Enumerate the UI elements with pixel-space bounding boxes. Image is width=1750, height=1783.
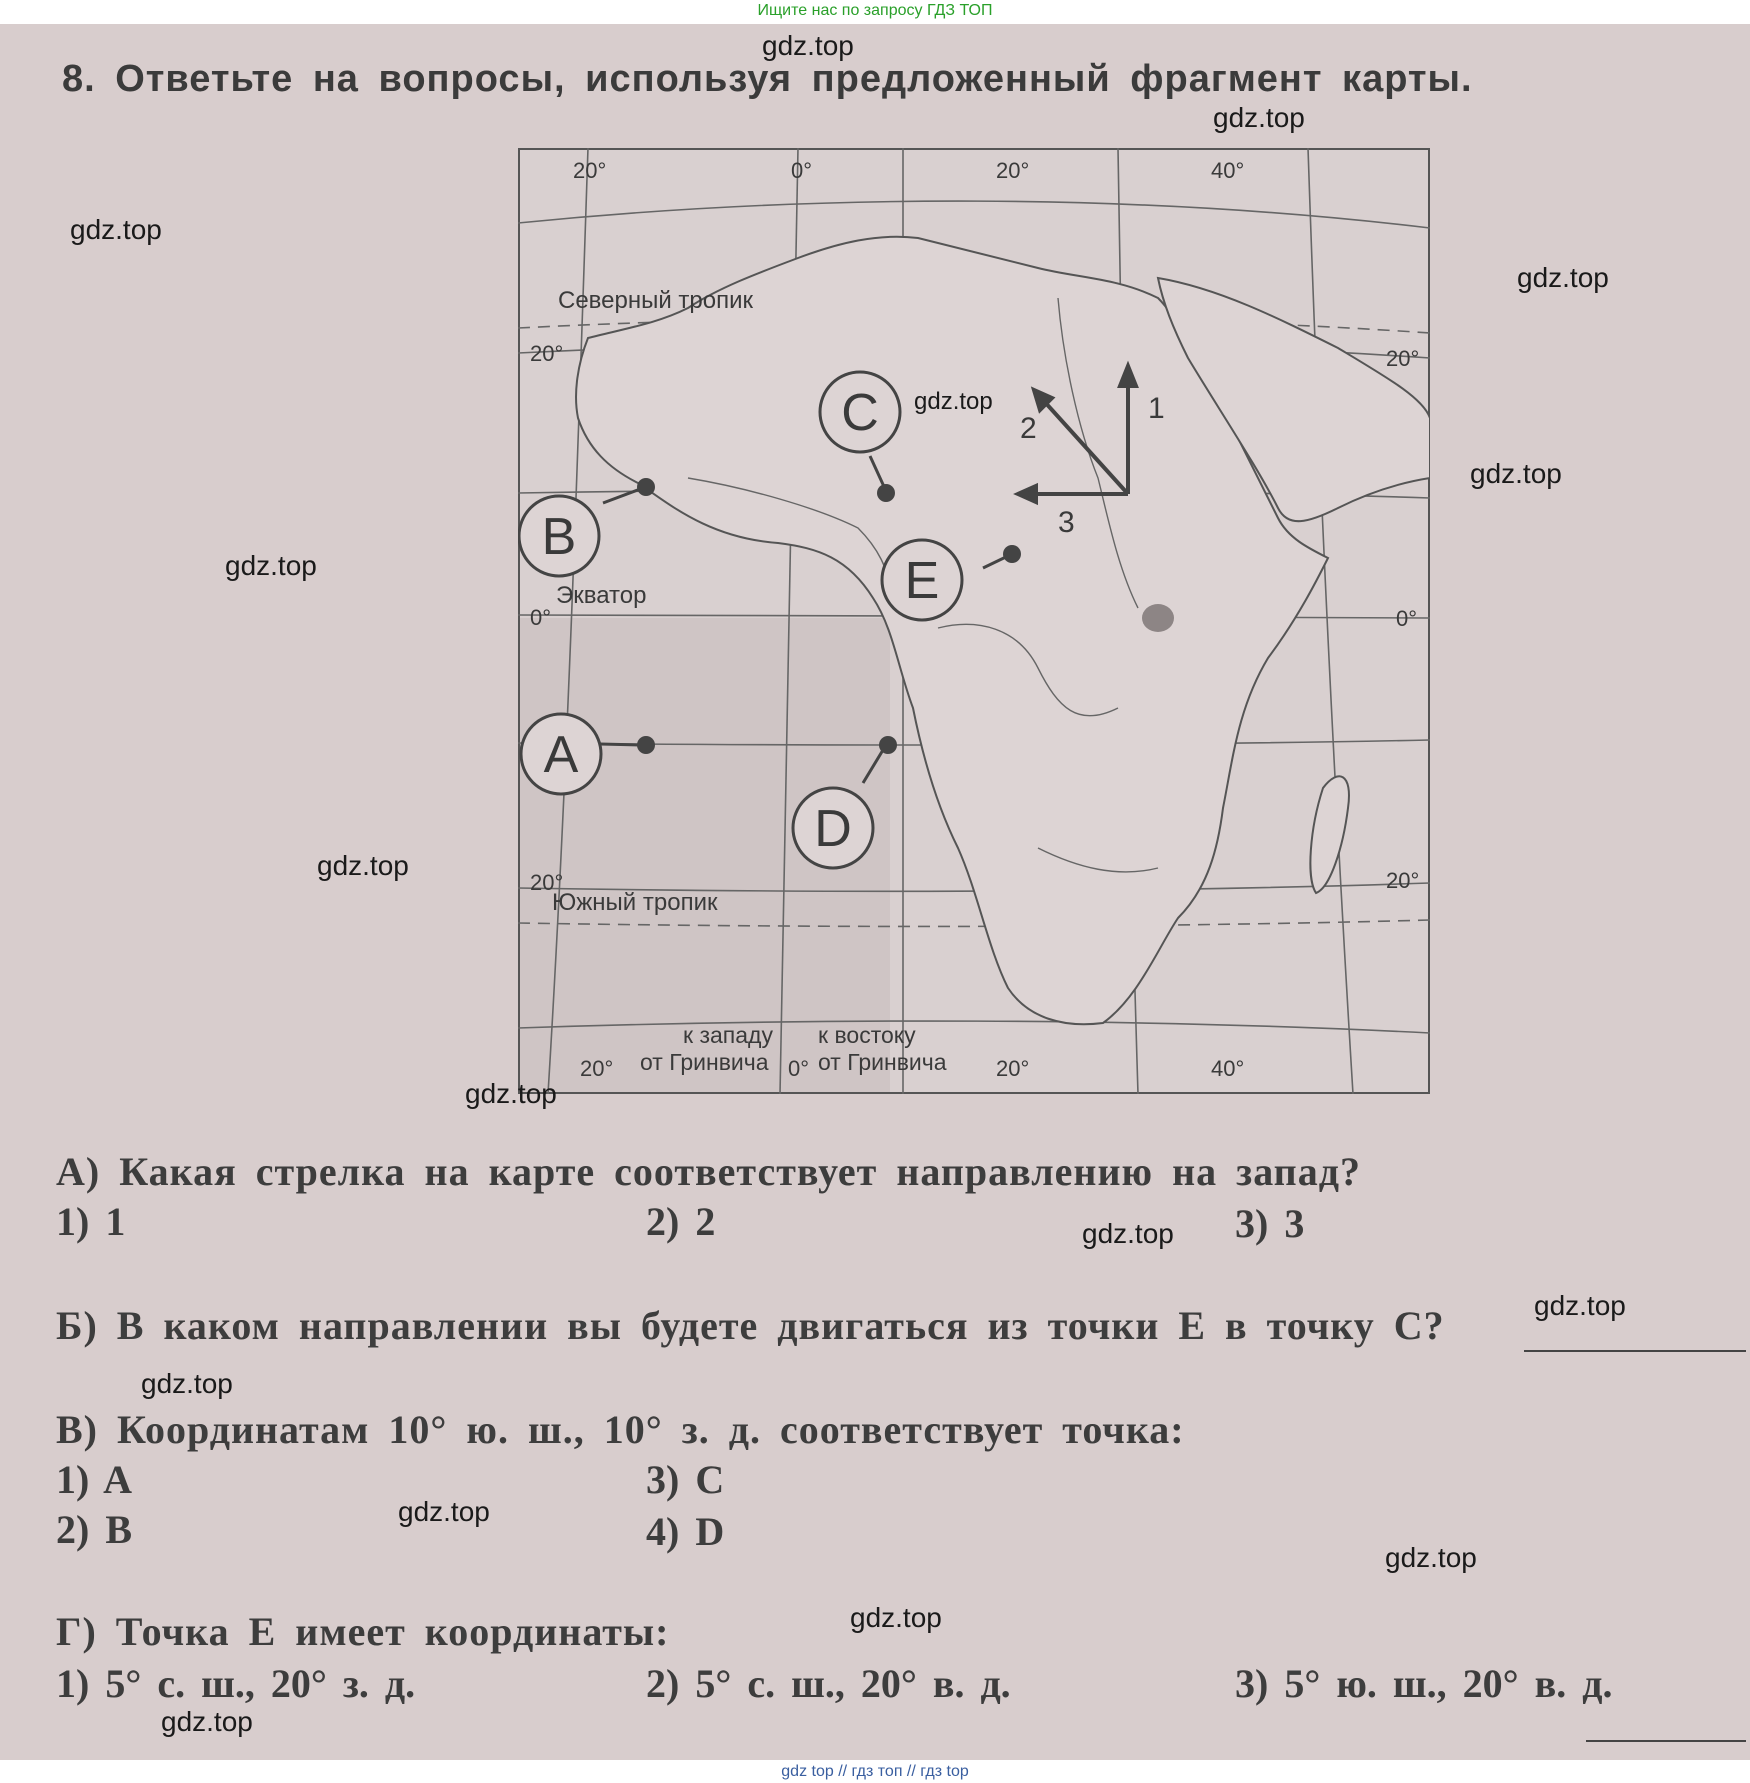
answer-b-line[interactable] bbox=[1524, 1350, 1746, 1352]
question-g: Г) Точка E имеет координаты: bbox=[56, 1609, 670, 1654]
lon-top-3: 20° bbox=[996, 158, 1030, 183]
point-d-dot bbox=[879, 736, 897, 754]
arrow-1-label: 1 bbox=[1148, 392, 1165, 425]
bottom-banner[interactable]: gdz top // гдз топ // гдз top bbox=[0, 1760, 1750, 1783]
lon-bottom-1: 20° bbox=[580, 1056, 614, 1081]
lat-right-2: 0° bbox=[1396, 606, 1418, 631]
lat-left-1: 20° bbox=[530, 341, 564, 366]
west-label-1: к западу bbox=[683, 1022, 773, 1048]
watermark: gdz.top bbox=[762, 30, 854, 61]
watermark: gdz.top bbox=[1213, 102, 1305, 133]
point-e-dot bbox=[1003, 545, 1021, 563]
lat-right-3: 20° bbox=[1386, 868, 1420, 893]
question-v-option-1[interactable]: 1) A bbox=[56, 1457, 132, 1502]
watermark: gdz.top bbox=[161, 1706, 253, 1737]
north-tropic-label: Северный тропик bbox=[558, 287, 754, 314]
watermark: gdz.top bbox=[70, 214, 162, 245]
question-a: А) Какая стрелка на карте соответствует направлению на запад? bbox=[56, 1149, 1361, 1194]
lake-victoria bbox=[1142, 604, 1174, 632]
question-a-option-3[interactable]: 3) 3 bbox=[1235, 1201, 1305, 1246]
lat-left-3: 20° bbox=[530, 870, 564, 895]
point-b-dot bbox=[637, 478, 655, 496]
lon-top-1: 20° bbox=[573, 158, 607, 183]
watermark: gdz.top bbox=[1534, 1290, 1626, 1321]
watermark: gdz.top bbox=[225, 550, 317, 581]
question-a-option-2[interactable]: 2) 2 bbox=[646, 1199, 716, 1244]
point-d-label: D bbox=[814, 800, 852, 858]
lat-left-2: 0° bbox=[530, 605, 552, 630]
watermark: gdz.top bbox=[914, 388, 993, 415]
lon-bottom-3: 20° bbox=[996, 1056, 1030, 1081]
question-v-option-4[interactable]: 4) D bbox=[646, 1509, 725, 1554]
watermark: gdz.top bbox=[398, 1496, 490, 1527]
point-a-label: A bbox=[543, 726, 579, 784]
arrow-2-label: 2 bbox=[1020, 412, 1037, 445]
top-banner[interactable]: Ищите нас по запросу ГДЗ ТОП bbox=[0, 0, 1750, 24]
lat-right-1: 20° bbox=[1386, 346, 1420, 371]
watermark: gdz.top bbox=[317, 850, 409, 881]
lon-bottom-4: 40° bbox=[1211, 1056, 1245, 1081]
lon-top-2: 0° bbox=[791, 158, 813, 183]
africa-map bbox=[518, 148, 1430, 1094]
watermark: gdz.top bbox=[850, 1602, 942, 1633]
watermark: gdz.top bbox=[1082, 1218, 1174, 1249]
question-g-option-2[interactable]: 2) 5° с. ш., 20° в. д. bbox=[646, 1661, 1011, 1706]
lon-bottom-2: 0° bbox=[788, 1056, 810, 1081]
equator-label: Экватор bbox=[556, 582, 647, 609]
question-g-option-1[interactable]: 1) 5° с. ш., 20° з. д. bbox=[56, 1661, 416, 1706]
point-a-dot bbox=[637, 736, 655, 754]
answer-g-line[interactable] bbox=[1586, 1740, 1746, 1742]
watermark: gdz.top bbox=[465, 1078, 557, 1109]
question-a-option-1[interactable]: 1) 1 bbox=[56, 1199, 126, 1244]
watermark: gdz.top bbox=[1385, 1542, 1477, 1573]
east-label-2: от Гринвича bbox=[818, 1049, 947, 1075]
task-heading: 8. Ответьте на вопросы, используя предложенный фрагмент карты. bbox=[62, 58, 1473, 100]
question-v: В) Координатам 10° ю. ш., 10° з. д. соответствует точка: bbox=[56, 1407, 1185, 1452]
east-label-1: к востоку bbox=[818, 1022, 916, 1048]
watermark: gdz.top bbox=[141, 1368, 233, 1399]
watermark: gdz.top bbox=[1517, 262, 1609, 293]
point-c-dot bbox=[877, 484, 895, 502]
point-e-label: E bbox=[904, 552, 940, 610]
west-label-2: от Гринвича bbox=[640, 1049, 769, 1075]
question-v-option-2[interactable]: 2) B bbox=[56, 1507, 132, 1552]
question-v-option-3[interactable]: 3) C bbox=[646, 1457, 725, 1502]
lon-top-4: 40° bbox=[1211, 158, 1245, 183]
point-c-label: C bbox=[841, 384, 879, 442]
arrow-3-label: 3 bbox=[1058, 506, 1075, 539]
question-b: Б) В каком направлении вы будете двигаться из точки E в точку C? bbox=[56, 1303, 1445, 1348]
watermark: gdz.top bbox=[1470, 458, 1562, 489]
south-tropic-label: Южный тропик bbox=[552, 889, 718, 916]
question-g-option-3[interactable]: 3) 5° ю. ш., 20° в. д. bbox=[1235, 1661, 1613, 1706]
point-b-label: B bbox=[541, 508, 577, 566]
